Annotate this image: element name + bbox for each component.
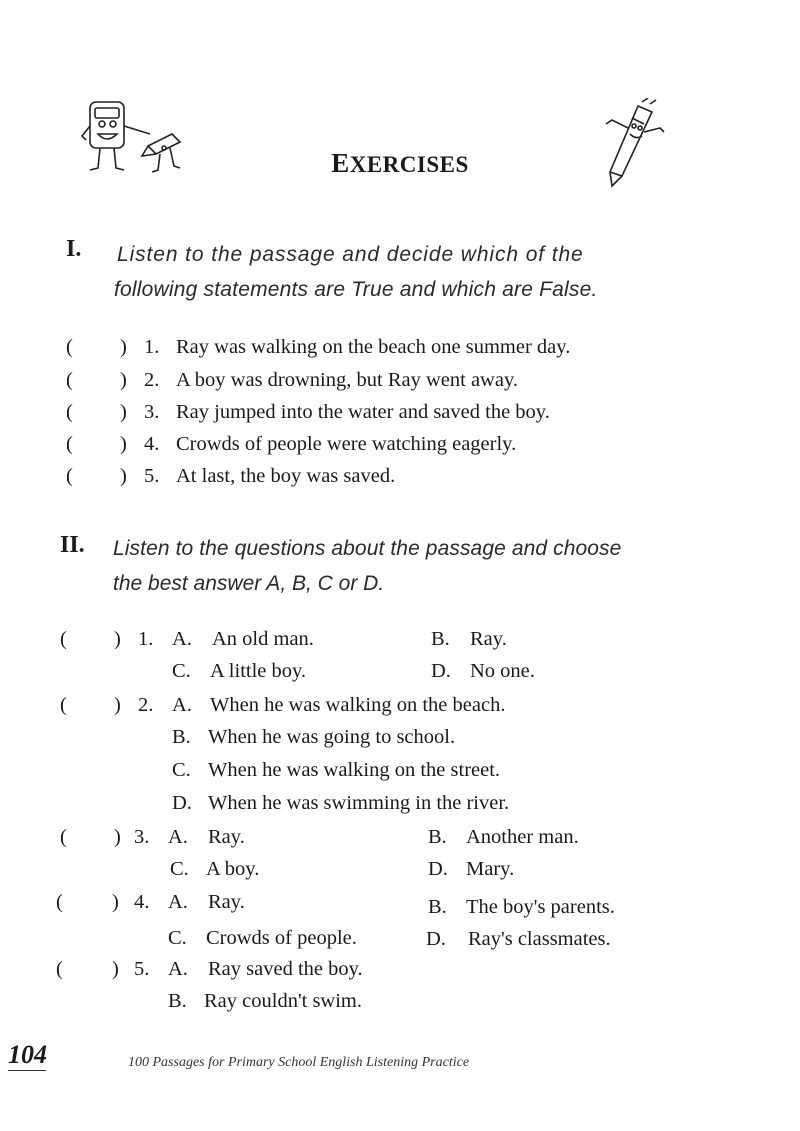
answer-paren-close[interactable]: ) <box>120 401 127 423</box>
option-label: B. <box>428 826 447 848</box>
answer-paren-open[interactable]: ( <box>56 891 63 913</box>
option-label: C. <box>168 927 187 949</box>
option-label: D. <box>431 660 451 682</box>
option-text: When he was going to school. <box>208 726 456 748</box>
question-item <box>56 958 756 1028</box>
option-text: When he was walking on the beach. <box>210 694 506 716</box>
answer-paren-open[interactable]: ( <box>66 401 73 423</box>
question-number: 2. <box>138 694 154 716</box>
answer-paren-close[interactable]: ) <box>114 628 121 650</box>
answer-paren-close[interactable]: ) <box>120 336 127 358</box>
question-item <box>56 891 756 961</box>
option-text: No one. <box>470 660 535 682</box>
option-text: Crowds of people. <box>206 927 357 949</box>
option-text: Ray. <box>208 826 245 848</box>
question-item <box>60 694 760 824</box>
item-number: 1. <box>144 336 160 358</box>
book-title: 100 Passages for Primary School English Listening Practice <box>128 1055 470 1070</box>
answer-paren-close[interactable]: ) <box>112 891 119 913</box>
section-1-instruction-line2: following statements are True and which are False. <box>114 278 598 301</box>
item-text: Ray jumped into the water and saved the boy. <box>176 401 550 423</box>
option-text: A boy. <box>206 858 260 880</box>
section-2-instruction-line1: Listen to the questions about the passage and choose <box>113 537 622 560</box>
option-text: When he was walking on the street. <box>208 759 501 781</box>
item-number: 3. <box>144 401 160 423</box>
page-number: 104 <box>8 1040 47 1069</box>
answer-paren-close[interactable]: ) <box>120 465 127 487</box>
option-text: Ray saved the boy. <box>208 958 363 980</box>
section-2-numeral: II. <box>60 532 85 558</box>
answer-paren-open[interactable]: ( <box>66 465 73 487</box>
answer-paren-close[interactable]: ) <box>120 369 127 391</box>
section-1-instruction-line1: Listen to the passage and decide which of the <box>117 243 584 266</box>
answer-paren-open[interactable]: ( <box>66 336 73 358</box>
answer-paren-open[interactable]: ( <box>60 694 67 716</box>
page-number-underline <box>8 1070 46 1071</box>
item-number: 5. <box>144 465 160 487</box>
option-text: Mary. <box>466 858 515 880</box>
item-number: 4. <box>144 433 160 455</box>
answer-paren-open[interactable]: ( <box>60 826 67 848</box>
option-label: C. <box>172 759 191 781</box>
option-label: A. <box>168 891 188 913</box>
option-label: D. <box>426 928 446 950</box>
answer-paren-open[interactable]: ( <box>60 628 67 650</box>
option-label: C. <box>170 858 189 880</box>
option-text: The boy's parents. <box>466 896 615 918</box>
option-text: Ray couldn't swim. <box>204 990 363 1012</box>
option-text: Ray. <box>470 628 507 650</box>
question-number: 3. <box>134 826 150 848</box>
question-number: 1. <box>138 628 154 650</box>
section-2-instruction-line2: the best answer A, B, C or D. <box>113 572 385 595</box>
option-text: Ray. <box>208 891 245 913</box>
question-number: 4. <box>134 891 150 913</box>
option-text: A little boy. <box>210 660 307 682</box>
answer-paren-open[interactable]: ( <box>56 958 63 980</box>
option-text: Ray's classmates. <box>468 928 611 950</box>
option-label: C. <box>172 660 191 682</box>
option-label: A. <box>172 628 192 650</box>
question-item <box>60 826 760 896</box>
item-text: A boy was drowning, but Ray went away. <box>176 369 518 391</box>
answer-paren-close[interactable]: ) <box>120 433 127 455</box>
option-label: A. <box>168 826 188 848</box>
item-number: 2. <box>144 369 160 391</box>
answer-paren-close[interactable]: ) <box>114 694 121 716</box>
item-text: At last, the boy was saved. <box>176 465 396 487</box>
option-text: An old man. <box>212 628 314 650</box>
option-label: B. <box>172 726 191 748</box>
answer-paren-open[interactable]: ( <box>66 433 73 455</box>
option-label: A. <box>168 958 188 980</box>
option-label: D. <box>172 792 192 814</box>
option-label: B. <box>431 628 450 650</box>
option-label: B. <box>168 990 187 1012</box>
page-title: EXERCISES <box>331 148 469 178</box>
option-label: A. <box>172 694 192 716</box>
answer-paren-open[interactable]: ( <box>66 369 73 391</box>
answer-paren-close[interactable]: ) <box>114 826 121 848</box>
question-item <box>60 628 760 698</box>
item-text: Crowds of people were watching eagerly. <box>176 433 517 455</box>
option-label: B. <box>428 896 447 918</box>
option-text: When he was swimming in the river. <box>208 792 510 814</box>
item-text: Ray was walking on the beach one summer day. <box>176 336 571 358</box>
option-label: D. <box>428 858 448 880</box>
option-text: Another man. <box>466 826 579 848</box>
section-1-numeral: I. <box>66 236 82 262</box>
question-number: 5. <box>134 958 150 980</box>
answer-paren-close[interactable]: ) <box>112 958 119 980</box>
